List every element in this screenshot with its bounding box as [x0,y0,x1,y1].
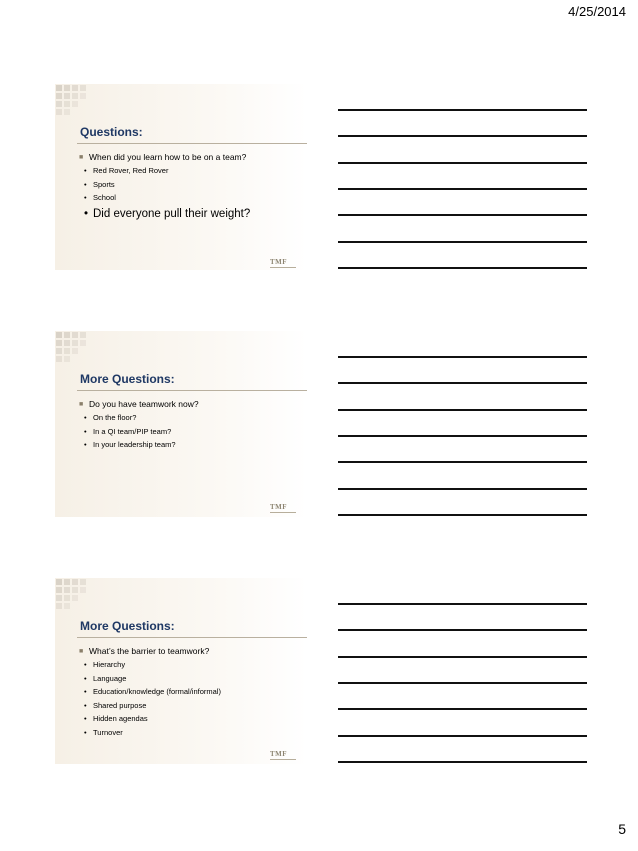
square-bullet-icon: ■ [79,401,84,408]
grid-square [80,587,86,593]
grid-square [72,595,78,601]
slide-3 [55,578,307,764]
dot-bullet-icon: • [84,714,87,723]
bullet-level-1: ■ What’s the barrier to teamwork? [79,646,210,656]
note-line [338,708,587,710]
bullet-level-2: • Sports [79,178,303,192]
print-date: 4/25/2014 [568,4,626,19]
note-line [338,461,587,463]
slide-1 [55,84,307,270]
grid-square [80,332,86,338]
note-line [338,409,587,411]
dot-bullet-icon: • [84,660,87,669]
bullet-level-2: • Language [79,672,303,686]
bullet-level-2: • On the floor? [79,411,303,425]
bullet-level-2: • In a QI team/PIP team? [79,425,303,439]
grid-square [64,603,70,609]
grid-square [72,332,78,338]
dot-bullet-icon: • [84,179,87,189]
note-line [338,135,587,137]
note-line [338,761,587,763]
title-divider [77,143,307,144]
note-line [338,514,587,516]
grid-square [64,85,70,91]
title-divider [77,637,307,638]
slide-bullets [79,398,303,452]
note-line [338,162,587,164]
square-bullet-icon: ■ [79,154,84,161]
slide-title: Questions: [80,125,143,139]
note-line [338,682,587,684]
decorative-square-grid [55,578,85,608]
dot-bullet-icon: • [84,207,89,220]
grid-square [56,332,62,338]
grid-square [72,579,78,585]
grid-square [64,340,70,346]
grid-square [56,603,62,609]
dot-bullet-icon: • [84,440,87,449]
page-number: 5 [618,821,626,837]
grid-square [56,93,62,99]
title-divider [77,390,307,391]
bullet-level-1: ■ When did you learn how to be on a team? [79,152,247,162]
grid-square [80,340,86,346]
grid-square [64,93,70,99]
grid-square [56,85,62,91]
note-line [338,241,587,243]
grid-square [64,579,70,585]
note-line [338,656,587,658]
tmf-logo: TMF [270,750,296,760]
grid-square [80,579,86,585]
slide-bullets [79,151,303,224]
grid-square [72,340,78,346]
bullet-level-1: ■ Do you have teamwork now? [79,399,199,409]
bullet-level-2: • Red Rover, Red Rover [79,164,303,178]
grid-square [56,348,62,354]
slide-2 [55,331,307,517]
grid-square [64,348,70,354]
bullet-level-2: • Turnover [79,726,303,740]
grid-square [56,109,62,115]
grid-square [56,101,62,107]
grid-square [56,579,62,585]
bullet-level-2: • Hierarchy [79,658,303,672]
bullet-level-2: • In your leadership team? [79,438,303,452]
grid-square [72,348,78,354]
bullet-level-2-emphasis: • Did everyone pull their weight? [79,205,303,224]
note-line [338,267,587,269]
dot-bullet-icon: • [84,727,87,737]
bullet-level-2: • School [79,191,303,205]
note-line [338,188,587,190]
note-line [338,735,587,737]
tmf-logo: TMF [270,258,296,268]
grid-square [80,93,86,99]
grid-square [56,595,62,601]
grid-square [80,85,86,91]
dot-bullet-icon: • [84,193,87,202]
decorative-square-grid [55,331,85,361]
note-line [338,382,587,384]
grid-square [56,356,62,362]
grid-square [64,101,70,107]
decorative-square-grid [55,84,85,114]
dot-bullet-icon: • [84,700,87,710]
dot-bullet-icon: • [84,413,87,422]
grid-square [64,595,70,601]
bullet-level-2: • Shared purpose [79,699,303,713]
bullet-level-2: • Education/knowledge (formal/informal) [79,685,303,699]
grid-square [72,85,78,91]
grid-square [72,101,78,107]
dot-bullet-icon: • [84,426,87,436]
dot-bullet-icon: • [84,687,87,696]
grid-square [72,93,78,99]
grid-square [64,587,70,593]
grid-square [56,340,62,346]
note-line [338,488,587,490]
note-line [338,356,587,358]
square-bullet-icon: ■ [79,648,84,655]
tmf-logo: TMF [270,503,296,513]
note-line [338,603,587,605]
bullet-level-2: • Hidden agendas [79,712,303,726]
slide-bullets [79,645,303,739]
grid-square [64,332,70,338]
grid-square [64,356,70,362]
slide-title: More Questions: [80,619,175,633]
note-line [338,214,587,216]
grid-square [72,587,78,593]
grid-square [56,587,62,593]
dot-bullet-icon: • [84,673,87,683]
dot-bullet-icon: • [84,166,87,175]
slide-title: More Questions: [80,372,175,386]
note-line [338,435,587,437]
note-line [338,629,587,631]
grid-square [64,109,70,115]
note-line [338,109,587,111]
